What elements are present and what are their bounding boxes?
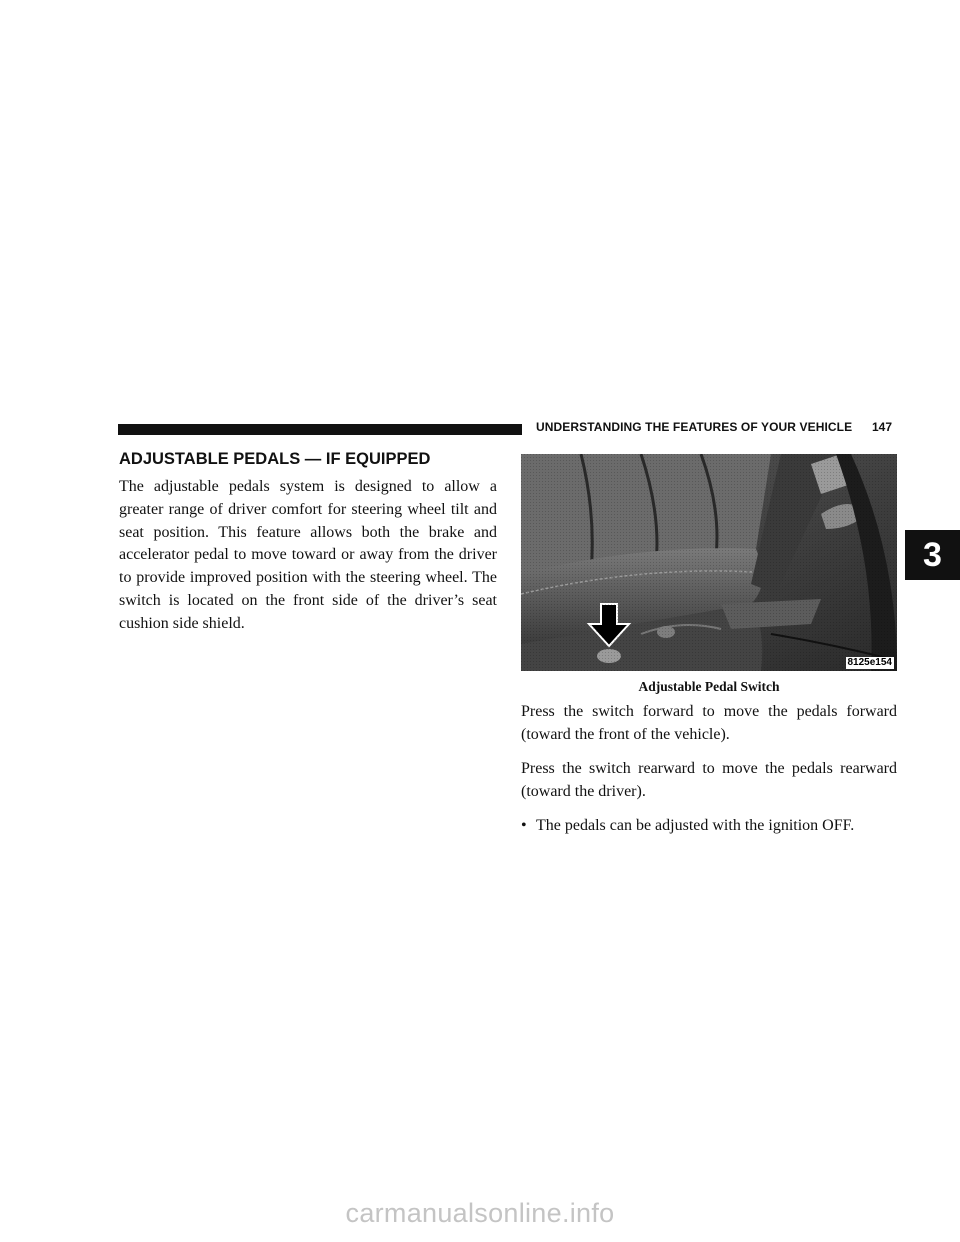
seat-illustration: [521, 454, 897, 671]
seat-switch-photo: [521, 454, 897, 671]
figure-caption: Adjustable Pedal Switch: [638, 679, 780, 694]
bullet-text: The pedals can be adjusted with the ignition OFF.: [536, 817, 855, 834]
chapter-tab: 3: [905, 530, 960, 580]
intro-paragraph: The adjustable pedals system is designed to allow a greater range of driver comfort for steering wheel tilt and seat position. This feature allows both the brake and accelerator pedal to move toward or away from the driver to provide improved position with the steering wheel. The switch is located on the front side of the driver’s seat cushion side shield.: [119, 478, 497, 632]
page-number: 147: [872, 420, 893, 434]
watermark: carmanualsonline.info: [345, 1198, 615, 1228]
bullet-symbol: •: [521, 817, 527, 834]
bullet-item: [521, 815, 897, 838]
instruction-forward: Press the switch forward to move the pedals forward (toward the front of the vehicle).: [521, 703, 897, 743]
instruction-rearward: Press the switch rearward to move the pedals rearward (toward the driver).: [521, 760, 897, 800]
header-rule: [118, 424, 522, 435]
section-heading: ADJUSTABLE PEDALS — IF EQUIPPED: [119, 450, 431, 468]
figure-code: 8125e154: [847, 657, 892, 668]
running-header-title: UNDERSTANDING THE FEATURES OF YOUR VEHICLE: [536, 420, 853, 434]
